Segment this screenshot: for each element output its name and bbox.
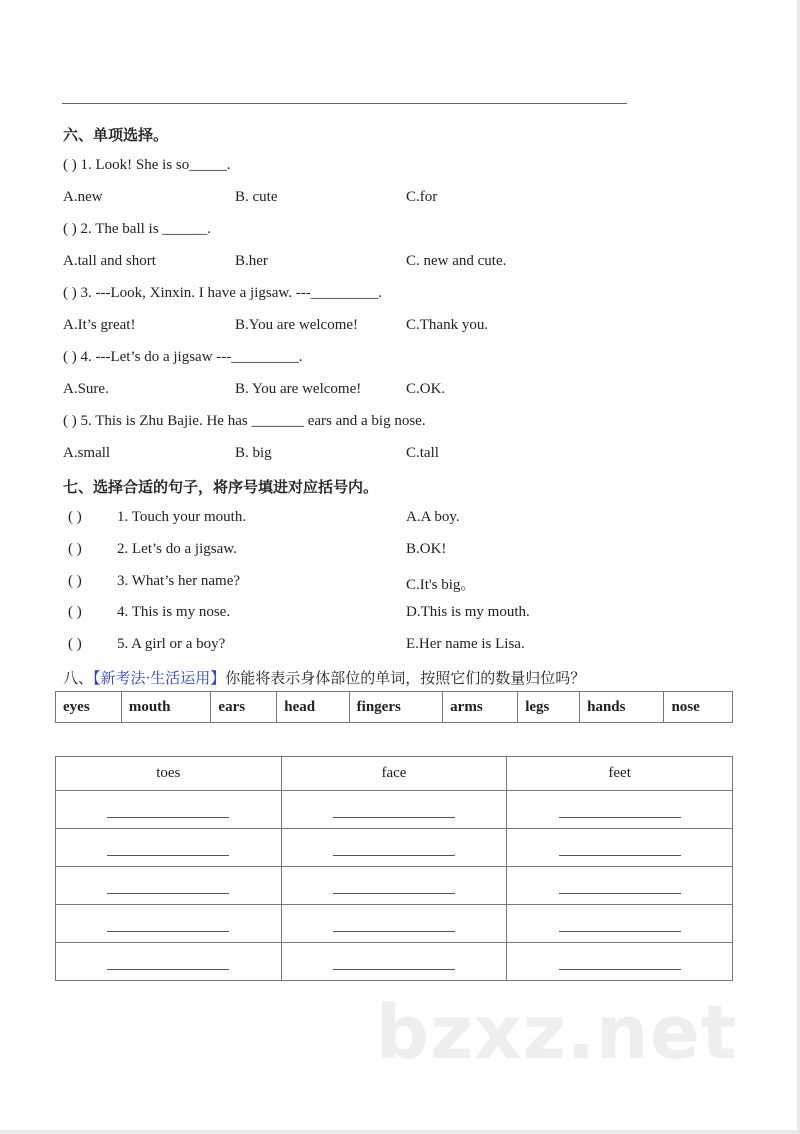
match-3-bracket[interactable]: ( ): [68, 573, 82, 589]
answer-cell[interactable]: [56, 905, 282, 943]
answer-blank[interactable]: [333, 969, 455, 970]
answer-cell[interactable]: [281, 791, 507, 829]
answer-blank[interactable]: [333, 931, 455, 932]
question-1-option-a[interactable]: A.new: [63, 189, 103, 205]
question-1-stem: ( ) 1. Look! She is so_____.: [63, 157, 231, 173]
sort-header-feet: feet: [507, 757, 733, 791]
answer-cell[interactable]: [507, 829, 733, 867]
answer-blank[interactable]: [107, 893, 229, 894]
section8-instruction: 你能将表示身体部位的单词，按照它们的数量归位吗？: [225, 669, 586, 687]
question-1-option-c[interactable]: C.for: [406, 189, 438, 205]
answer-blank[interactable]: [559, 855, 681, 856]
section6-title: 六、单项选择。: [63, 126, 169, 144]
word-bank-cell: mouth: [121, 692, 211, 723]
section8-number: 八、: [63, 669, 94, 687]
word-bank-cell: ears: [211, 692, 277, 723]
question-5-option-a[interactable]: A.small: [63, 445, 111, 461]
answer-cell[interactable]: [507, 905, 733, 943]
match-2-bracket[interactable]: ( ): [68, 541, 82, 557]
question-4-stem: ( ) 4. ---Let’s do a jigsaw ---_________.: [63, 349, 303, 365]
top-divider: [62, 103, 627, 104]
match-2-sentence: 2. Let’s do a jigsaw.: [117, 541, 237, 557]
answer-blank[interactable]: [559, 931, 681, 932]
match-1-bracket[interactable]: ( ): [68, 509, 82, 525]
match-option-a: A.A boy.: [406, 509, 460, 525]
match-option-b: B.OK!: [406, 541, 447, 557]
watermark: bzxz.net: [376, 990, 738, 1076]
answer-blank[interactable]: [107, 855, 229, 856]
question-3-option-b[interactable]: B.You are welcome!: [235, 317, 359, 333]
word-bank-cell: arms: [443, 692, 518, 723]
word-bank-table: [55, 691, 733, 723]
sorting-table: [55, 756, 733, 981]
answer-blank[interactable]: [107, 817, 229, 818]
answer-blank[interactable]: [333, 855, 455, 856]
question-4-option-a[interactable]: A.Sure.: [63, 381, 109, 397]
section8-title: [63, 667, 585, 688]
question-4-option-b[interactable]: B. You are welcome!: [235, 381, 362, 397]
match-1-sentence: 1. Touch your mouth.: [117, 509, 247, 525]
answer-cell[interactable]: [507, 791, 733, 829]
match-option-d: D.This is my mouth.: [406, 604, 530, 620]
answer-cell[interactable]: [56, 943, 282, 981]
match-3-sentence: 3. What’s her name?: [117, 573, 241, 589]
answer-blank[interactable]: [559, 817, 681, 818]
question-2-option-c[interactable]: C. new and cute.: [406, 253, 507, 269]
question-2-stem: ( ) 2. The ball is ______.: [63, 221, 212, 237]
answer-cell[interactable]: [56, 829, 282, 867]
answer-blank[interactable]: [333, 817, 455, 818]
answer-cell[interactable]: [281, 905, 507, 943]
match-4-sentence: 4. This is my nose.: [117, 604, 231, 620]
answer-blank[interactable]: [333, 893, 455, 894]
match-option-e: E.Her name is Lisa.: [406, 636, 525, 652]
question-3-option-c[interactable]: C.Thank you.: [406, 317, 489, 333]
question-1-option-b[interactable]: B. cute: [235, 189, 278, 205]
word-bank-cell: hands: [580, 692, 664, 723]
question-4-option-c[interactable]: C.OK.: [406, 381, 446, 397]
word-bank-cell: legs: [518, 692, 580, 723]
word-bank-cell: nose: [664, 692, 733, 723]
question-3-option-a[interactable]: A.It’s great!: [63, 317, 136, 333]
answer-cell[interactable]: [281, 943, 507, 981]
answer-cell[interactable]: [507, 867, 733, 905]
question-2-option-b[interactable]: B.her: [235, 253, 268, 269]
answer-blank[interactable]: [107, 931, 229, 932]
sort-header-toes: toes: [56, 757, 282, 791]
answer-cell[interactable]: [281, 867, 507, 905]
match-4-bracket[interactable]: ( ): [68, 604, 82, 620]
question-5-option-c[interactable]: C.tall: [406, 445, 439, 461]
word-bank-cell: eyes: [56, 692, 122, 723]
match-option-c: C.It's big。: [406, 577, 476, 593]
answer-cell[interactable]: [56, 791, 282, 829]
question-5-option-b[interactable]: B. big: [235, 445, 272, 461]
answer-cell[interactable]: [281, 829, 507, 867]
answer-blank[interactable]: [559, 893, 681, 894]
question-5-stem: ( ) 5. This is Zhu Bajie. He has _______ ears and a big nose.: [63, 413, 426, 429]
section8-tag: 【新考法·生活运用】: [93, 669, 226, 687]
answer-cell[interactable]: [56, 867, 282, 905]
sort-header-face: face: [281, 757, 507, 791]
question-2-option-a[interactable]: A.tall and short: [63, 253, 156, 269]
word-bank-cell: fingers: [349, 692, 443, 723]
answer-cell[interactable]: [507, 943, 733, 981]
word-bank-cell: head: [277, 692, 349, 723]
match-5-sentence: 5. A girl or a boy?: [117, 636, 226, 652]
match-5-bracket[interactable]: ( ): [68, 636, 82, 652]
section7-title: 七、选择合适的句子，将序号填进对应括号内。: [63, 478, 379, 496]
answer-blank[interactable]: [559, 969, 681, 970]
question-3-stem: ( ) 3. ---Look, Xinxin. I have a jigsaw. ---_________.: [63, 285, 382, 301]
answer-blank[interactable]: [107, 969, 229, 970]
